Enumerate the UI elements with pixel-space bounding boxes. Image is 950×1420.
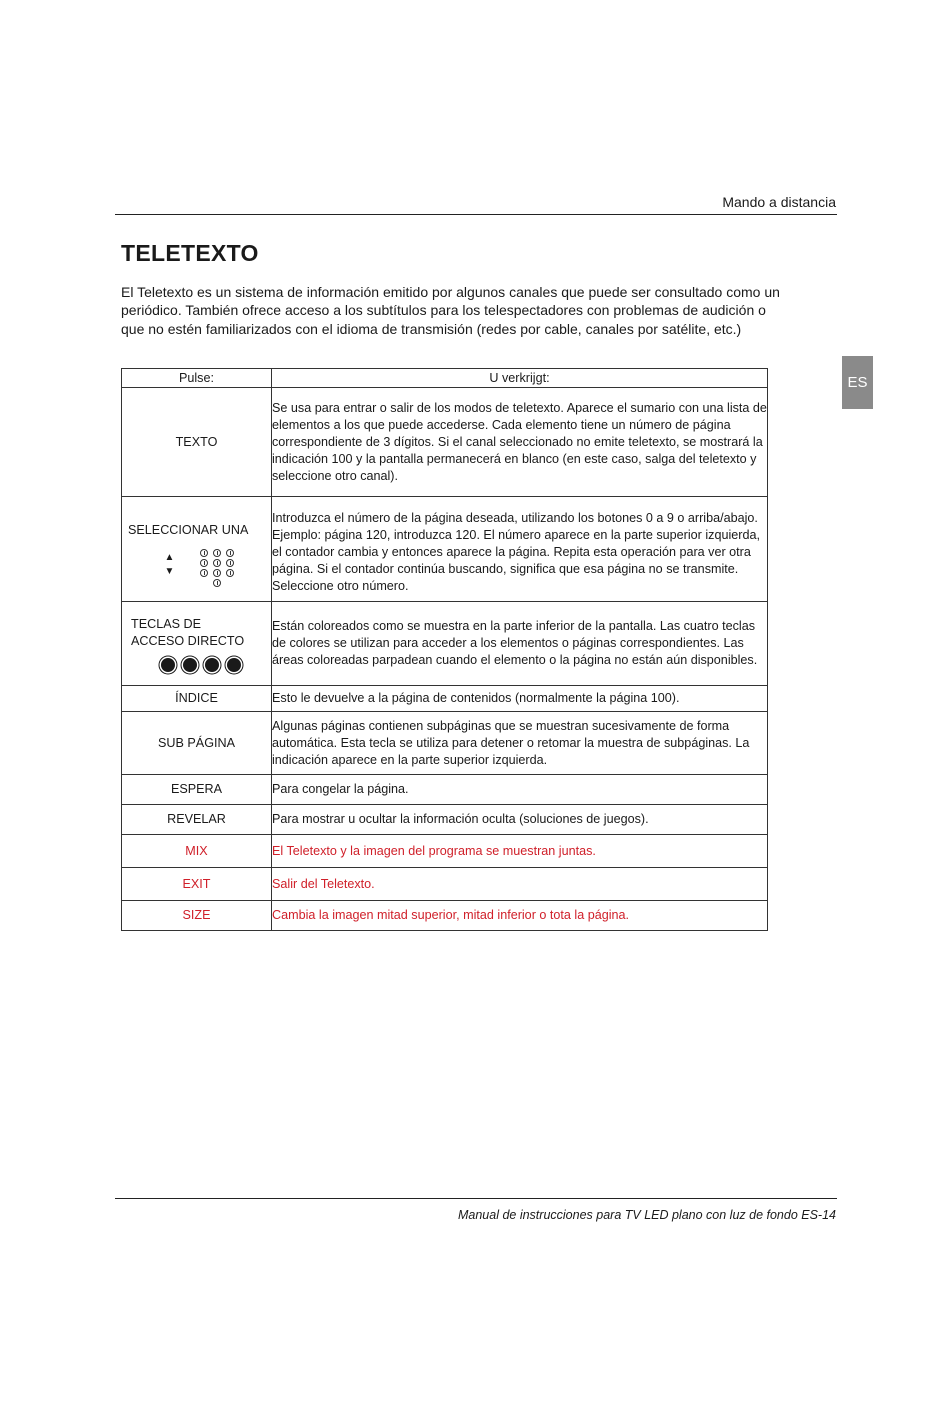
numpad-key-icon — [213, 559, 221, 567]
numpad-icon — [200, 549, 234, 587]
row-desc: Esto le devuelve a la página de contenidos (normalmente la página 100). — [272, 686, 768, 712]
section-header: Mando a distancia — [722, 194, 836, 210]
numpad-key-icon — [213, 549, 221, 557]
numpad-key-icon — [213, 569, 221, 577]
color-key-icon — [161, 658, 175, 672]
language-tab: ES — [842, 356, 873, 409]
teletext-table — [121, 368, 768, 931]
table-row — [122, 686, 768, 712]
table-row — [122, 868, 768, 901]
numpad-key-icon — [200, 569, 208, 577]
up-down-arrows-icon — [165, 551, 175, 579]
row-key: SIZE — [122, 901, 272, 931]
row-key: ÍNDICE — [122, 686, 272, 712]
row-desc: Para congelar la página. — [272, 775, 768, 805]
table-row — [122, 805, 768, 835]
footer-divider — [115, 1198, 837, 1199]
table-row — [122, 835, 768, 868]
row-key: REVELAR — [122, 805, 272, 835]
color-key-icon — [227, 658, 241, 672]
numpad-key-icon — [213, 579, 221, 587]
numpad-key-icon — [226, 559, 234, 567]
column-header-result: U verkrijgt: — [272, 369, 768, 388]
numpad-key-icon — [200, 559, 208, 567]
table-row — [122, 602, 768, 686]
table-row — [122, 775, 768, 805]
numpad-key-icon — [200, 549, 208, 557]
column-header-key: Pulse: — [122, 369, 272, 388]
row-key: TECLAS DE ACCESO DIRECTO — [131, 616, 245, 648]
arrow-up-icon: ▲ — [164, 551, 175, 563]
row-key: EXIT — [122, 868, 272, 901]
row-key: SUB PÁGINA — [122, 712, 272, 775]
page-footer: Manual de instrucciones para TV LED plano con luz de fondo ES-14 — [457, 1208, 836, 1222]
color-key-icon — [183, 658, 197, 672]
row-key: TEXTO — [122, 388, 272, 497]
row-key-cell — [122, 602, 272, 686]
color-key-icon — [205, 658, 219, 672]
row-desc: Cambia la imagen mitad superior, mitad inferior o tota la página. — [272, 901, 768, 931]
numpad-key-icon — [226, 569, 234, 577]
number-keys-illustration — [128, 549, 271, 587]
table-row — [122, 901, 768, 931]
table-row — [122, 712, 768, 775]
page-title: TELETEXTO — [121, 240, 259, 266]
arrow-down-icon: ▼ — [164, 565, 175, 577]
row-desc: Están coloreados como se muestra en la parte inferior de la pantalla. Las cuatro teclas de colores se utilizan para acceder a los elementos o páginas correspondientes. Las áreas coloreadas parpadean cuando el elemento o la página no están aún disponibles. — [272, 602, 768, 686]
row-key: ESPERA — [122, 775, 272, 805]
row-desc: Salir del Teletexto. — [272, 868, 768, 901]
intro-paragraph: El Teletexto es un sistema de información emitido por algunos canales que puede ser consultado como un periódico. También ofrece acceso a los subtítulos para los telespectadores con problemas de audición o que no estén familiarizados con el idioma de transmisión (redes por cable, canales por satélite, etc.) — [121, 284, 780, 337]
row-key: MIX — [122, 835, 272, 868]
table-row — [122, 388, 768, 497]
numpad-key-icon — [226, 549, 234, 557]
row-key-cell — [122, 497, 272, 602]
row-desc: Algunas páginas contienen subpáginas que se muestran sucesivamente de forma automática. Esta tecla se utiliza para detener o retomar la muestra de subpáginas. La indicación aparece en la parte superior izquierda. — [272, 712, 768, 775]
row-key: SELECCIONAR UNA — [128, 522, 249, 537]
row-desc: El Teletexto y la imagen del programa se muestran juntas. — [272, 835, 768, 868]
table-header-row — [122, 369, 768, 388]
row-desc: Se usa para entrar o salir de los modos de teletexto. Aparece el sumario con una lista de elementos a los que puede accederse. Cada elemento tiene un número de página correspondiente de 3 dígitos. Si el canal seleccionado no emite teletexto, se mostrará la indicación 100 y la pantalla permanecerá en blanco (en este caso, salga del teletexto y seleccione otro canal). — [272, 388, 768, 497]
header-divider — [115, 214, 837, 215]
table-row — [122, 497, 768, 602]
row-desc: Introduzca el número de la página deseada, utilizando los botones 0 a 9 o arriba/abajo. Ejemplo: página 120, introduzca 120. El número aparece en la parte superior izquierda, el contador cambia y entonces aparece la página. Repita esta operación para ver otra página. Si el contador continúa buscando, significa que esa página no se transmite. Seleccione otro número. — [272, 497, 768, 602]
row-desc: Para mostrar u ocultar la información oculta (soluciones de juegos). — [272, 805, 768, 835]
color-keys-illustration — [131, 658, 271, 672]
